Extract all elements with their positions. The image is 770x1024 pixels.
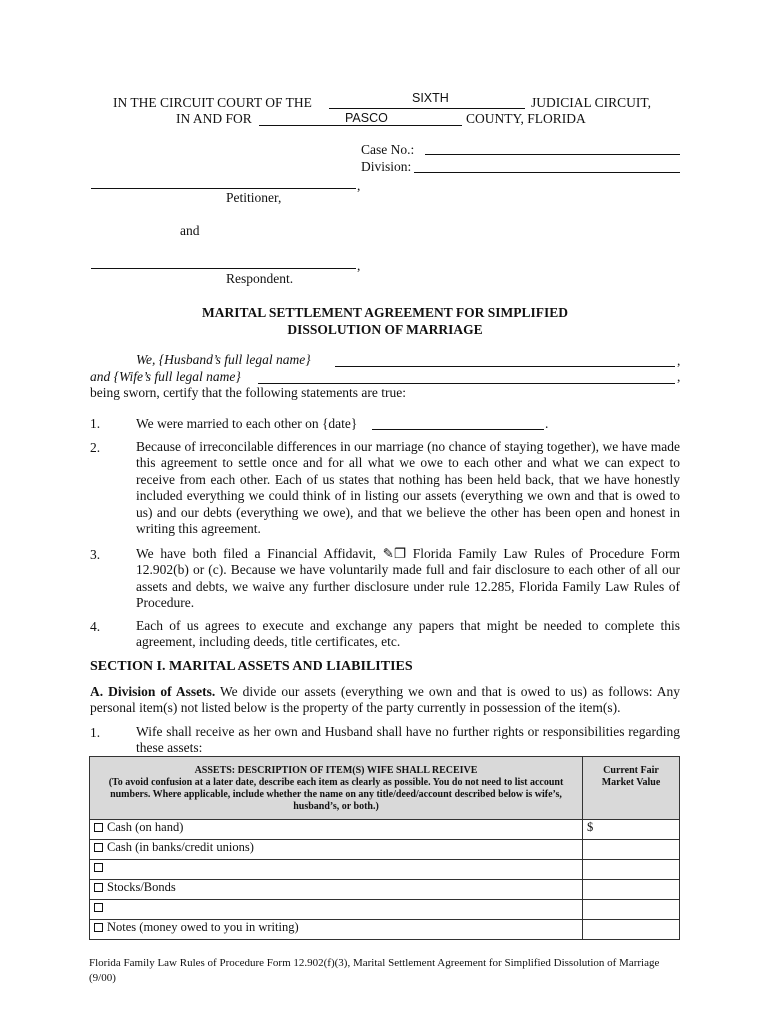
subheading-text: We divide our assets (everything we own and that is owed to us) as follows: Any personal item(s) not listed below is the property of the party currently in possession of the item(s). <box>90 684 680 716</box>
row-value-cell[interactable] <box>583 840 680 860</box>
row-value-cell[interactable] <box>583 920 680 940</box>
item-text: Wife shall receive as her own and Husband shall have no further rights or responsibilities regarding these assets: <box>136 724 680 756</box>
assets-table <box>89 756 680 940</box>
circuit-value[interactable]: SIXTH <box>412 91 449 105</box>
item-text: Each of us agrees to execute and exchange any papers that might be needed to complete this agreement, including deeds, title certificates, etc. <box>136 618 680 650</box>
husband-name-label: We, {Husband’s full legal name} <box>136 352 311 367</box>
row-value-cell[interactable] <box>583 860 680 880</box>
table-row <box>90 920 680 940</box>
division-field[interactable] <box>414 172 680 173</box>
item-number: 1. <box>90 416 101 431</box>
husband-name-field[interactable] <box>335 366 675 367</box>
item-text: Because of irreconcilable differences in our marriage (no chance of staying together), we have made this agreement to settle once and for all what we owe to each other and what we can expect to receive from each other. Each of us states that nothing has been held back, that we have honestly included everything we could think of in listing our assets (everything we own and that is owed to us) and our debts (everything we owe), and that we believe the other has been open and honest in writing this agreement. <box>136 439 680 537</box>
row-label-cell[interactable]: Notes (money owed to you in writing) <box>90 920 583 940</box>
item-text: We have both filed a Financial Affidavit, ✎❐ Florida Family Law Rules of Procedure Form 12.902(b) or (c). Because we have voluntarily made full and fair disclosure to each other of all our assets and debts, we waive any further disclosure under rule 12.285, Florida Family Law Rules of Procedure. <box>136 546 680 611</box>
table-row <box>90 820 680 840</box>
item-text: We were married to each other on {date} <box>136 416 358 431</box>
respondent-label: Respondent. <box>226 271 294 286</box>
division-label: Division: <box>361 159 412 174</box>
respondent-comma: , <box>357 258 361 273</box>
respondent-field[interactable] <box>91 268 356 269</box>
and-label: and <box>180 223 200 238</box>
petitioner-field[interactable] <box>91 188 356 189</box>
petitioner-label: Petitioner, <box>226 190 282 205</box>
document-title-line2: DISSOLUTION OF MARRIAGE <box>287 322 483 337</box>
husband-comma: , <box>677 353 681 368</box>
case-no-field[interactable] <box>425 154 680 155</box>
table-row <box>90 900 680 920</box>
table-header-value: Current Fair Market Value <box>583 757 680 820</box>
section-heading: SECTION I. MARITAL ASSETS AND LIABILITIES <box>90 659 413 674</box>
court-line-prefix: IN THE CIRCUIT COURT OF THE <box>113 95 312 110</box>
row-value-cell[interactable] <box>583 900 680 920</box>
circuit-field-line[interactable] <box>329 108 525 109</box>
checkbox[interactable] <box>94 923 103 932</box>
footer-form-reference: Florida Family Law Rules of Procedure Form 12.902(f)(3), Marital Settlement Agreement for Simplified Dissolution of Marriage <box>89 957 660 969</box>
sworn-statement: being sworn, certify that the following statements are true: <box>90 385 407 400</box>
row-label-cell[interactable] <box>90 900 583 920</box>
county-value[interactable]: PASCO <box>345 111 388 125</box>
table-row <box>90 840 680 860</box>
county-line-prefix: IN AND FOR <box>176 111 252 126</box>
checkbox[interactable] <box>94 823 103 832</box>
subheading: A. Division of Assets. <box>90 684 216 699</box>
row-label-cell[interactable]: Stocks/Bonds <box>90 880 583 900</box>
item-number: 2. <box>90 440 101 455</box>
county-line-suffix: COUNTY, FLORIDA <box>466 111 586 126</box>
row-label-cell[interactable] <box>90 860 583 880</box>
checkbox[interactable] <box>94 863 103 872</box>
document-title-line1: MARITAL SETTLEMENT AGREEMENT FOR SIMPLIFIED <box>201 305 569 320</box>
table-row <box>90 880 680 900</box>
petitioner-comma: , <box>357 178 361 193</box>
item-number: 3. <box>90 547 101 562</box>
footer-revision-date: (9/00) <box>89 972 116 984</box>
row-label-cell[interactable]: Cash (on hand) <box>90 820 583 840</box>
row-value-cell[interactable] <box>583 880 680 900</box>
item-number: 1. <box>90 725 101 740</box>
checkbox[interactable] <box>94 903 103 912</box>
row-value-cell[interactable]: $ <box>583 820 680 840</box>
case-no-label: Case No.: <box>361 142 415 157</box>
item-number: 4. <box>90 619 101 634</box>
wife-name-label: and {Wife’s full legal name} <box>90 369 241 384</box>
marriage-date-field[interactable] <box>372 429 544 430</box>
wife-comma: , <box>677 369 681 384</box>
county-field-line[interactable] <box>259 125 462 126</box>
wife-name-field[interactable] <box>258 383 675 384</box>
table-header-description: ASSETS: DESCRIPTION OF ITEM(S) WIFE SHALL RECEIVE (To avoid confusion at a later date, describe each item as clearly as possible. You do not need to list account numbers. Where applicable, include whether the name on any title/deed/account described below is wife’s, husband’s, or both.) <box>90 757 583 820</box>
checkbox[interactable] <box>94 843 103 852</box>
court-line-suffix: JUDICIAL CIRCUIT, <box>531 95 651 110</box>
footer <box>89 956 689 986</box>
row-label-cell[interactable]: Cash (in banks/credit unions) <box>90 840 583 860</box>
checkbox[interactable] <box>94 883 103 892</box>
division-of-assets <box>90 684 680 717</box>
table-row <box>90 860 680 880</box>
